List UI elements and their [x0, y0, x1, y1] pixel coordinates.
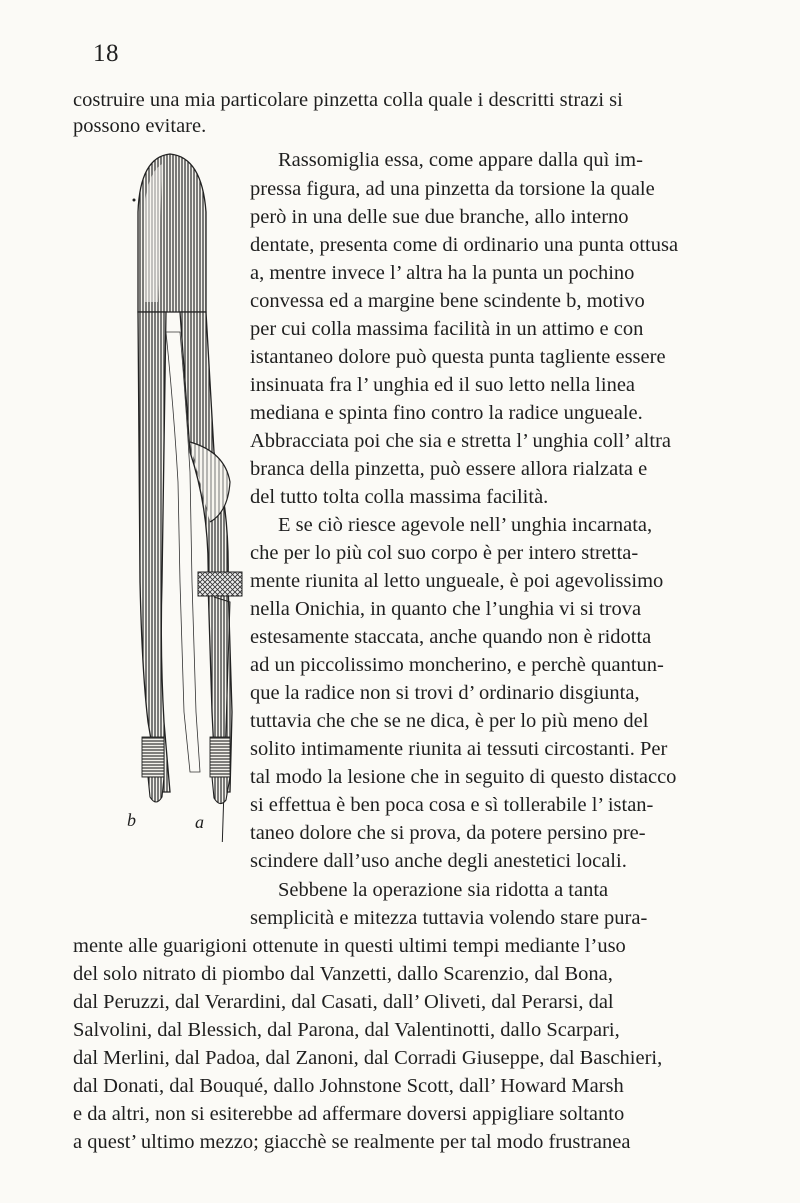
text-line: a quest’ ultimo mezzo; giacchè se realmente per tal modo frustranea — [73, 1131, 631, 1153]
text-line: mente riunita al letto ungueale, è poi agevolissimo — [250, 570, 664, 592]
text-line: istantaneo dolore può questa punta tagliente essere — [250, 346, 666, 368]
text-line: branca della pinzetta, può essere allora rialzata e — [250, 458, 648, 480]
text-line: estesamente staccata, anche quando non è ridotta — [250, 626, 652, 648]
tweezers-drawing — [130, 152, 260, 842]
text-line: semplicità e mitezza tuttavia volendo stare pura- — [250, 907, 648, 929]
text-line: dal Merlini, dal Padoa, dal Zanoni, dal Corradi Giuseppe, dal Baschieri, — [73, 1047, 663, 1069]
tweezers-illustration — [127, 152, 260, 842]
text-line: Salvolini, dal Blessich, dal Parona, dal Valentinotti, dallo Scarpari, — [73, 1019, 620, 1041]
text-line: però in una delle sue due branche, allo interno — [250, 206, 629, 228]
figure-label-b: b — [127, 810, 136, 830]
text-line: e da altri, non si esiterebbe ad affermare doversi appigliare soltanto — [73, 1103, 625, 1125]
text-line: scindere dall’uso anche degli anestetici locali. — [250, 850, 627, 872]
text-line: tal modo la lesione che in seguito di questo distacco — [250, 766, 677, 788]
text-line: si effettua è ben poca cosa e sì tollerabile l’ istan- — [250, 794, 654, 816]
text-line: Rassomiglia essa, come appare dalla quì im- — [278, 149, 643, 171]
text-line: ad un piccolissimo moncherino, e perchè quantun- — [250, 654, 664, 676]
text-line: per cui colla massima facilità in un attimo e con — [250, 318, 644, 340]
figure-label-a: a — [195, 812, 204, 832]
text-line: del tutto tolta colla massima facilità. — [250, 486, 549, 508]
text-line: mediana e spinta fino contro la radice ungueale. — [250, 402, 643, 424]
text-line: dal Donati, dal Bouqué, dallo Johnstone Scott, dall’ Howard Marsh — [73, 1075, 624, 1097]
text-line: dal Peruzzi, dal Verardini, dal Casati, dall’ Oliveti, dal Perarsi, dal — [73, 991, 614, 1013]
text-line: taneo dolore che si prova, da potere persino pre- — [250, 822, 646, 844]
text-line: pressa figura, ad una pinzetta da torsione la quale — [250, 178, 655, 200]
text-line: E se ciò riesce agevole nell’ unghia incarnata, — [278, 514, 653, 536]
text-line: a, mentre invece l’ altra ha la punta un pochino — [250, 262, 635, 284]
text-line: dentate, presenta come di ordinario una punta ottusa — [250, 234, 679, 256]
page-number: 18 — [93, 40, 119, 67]
text-line: possono evitare. — [73, 115, 207, 137]
text-line: que la radice non si trovi d’ ordinario disgiunta, — [250, 682, 640, 704]
text-line: nella Onichia, in quanto che l’unghia vi si trova — [250, 598, 642, 620]
text-line: mente alle guarigioni ottenute in questi ultimi tempi mediante l’uso — [73, 935, 626, 957]
text-line: Abbracciata poi che sia e stretta l’ unghia coll’ altra — [250, 430, 672, 452]
text-line: convessa ed a margine bene scindente b, motivo — [250, 290, 645, 312]
text-line: solito intimamente riunita ai tessuti circostanti. Per — [250, 738, 668, 760]
text-line: del solo nitrato di piombo dal Vanzetti, dallo Scarenzio, dal Bona, — [73, 963, 613, 985]
text-line: costruire una mia particolare pinzetta colla quale i descritti strazi si — [73, 89, 623, 111]
text-line: insinuata fra l’ unghia ed il suo letto nella linea — [250, 374, 636, 396]
text-line: Sebbene la operazione sia ridotta a tanta — [278, 879, 609, 901]
text-line: che per lo più col suo corpo è per intero stretta- — [250, 542, 639, 564]
text-line: tuttavia che che se ne dica, è per lo più meno del — [250, 710, 649, 732]
